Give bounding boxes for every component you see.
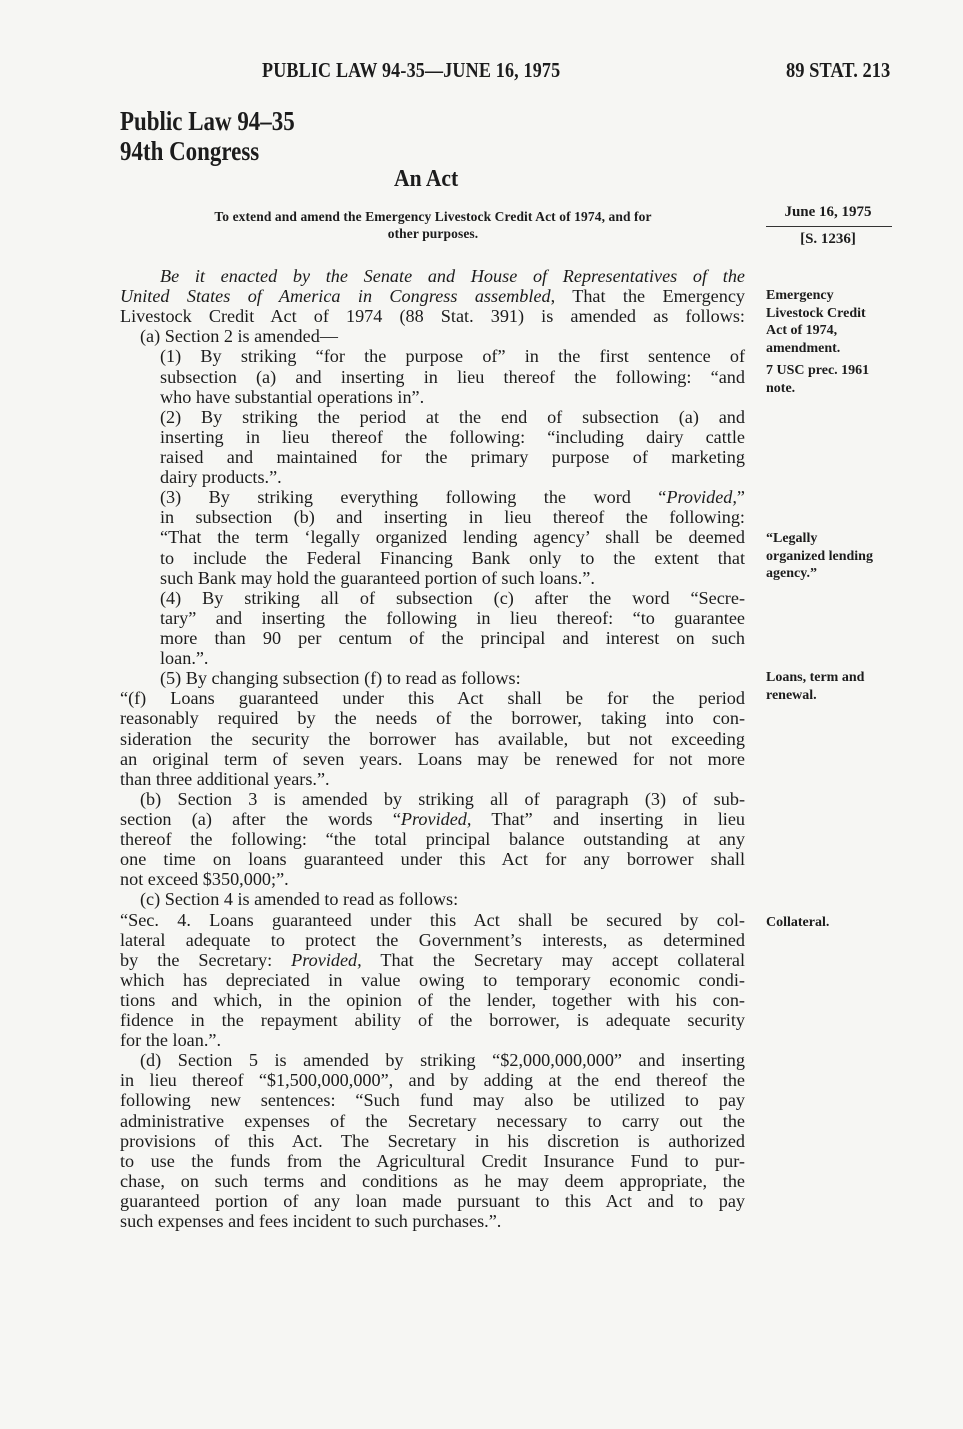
body-text: (4) By striking all of subsection (c) after the word “Secre- — [160, 587, 745, 608]
body-line — [120, 1211, 745, 1231]
body-line — [120, 407, 745, 427]
body-text: guaranteed portion of any loan made pursuant to this Act and to pay — [120, 1191, 745, 1212]
body-line — [120, 668, 745, 688]
body-line — [120, 829, 745, 849]
body-line — [120, 346, 745, 366]
body-line — [120, 286, 745, 306]
body-line — [120, 809, 745, 829]
act-heading: An Act — [394, 166, 459, 192]
margin-note-line: Livestock Credit — [766, 305, 866, 321]
body-text: than three additional years.”. — [120, 768, 330, 789]
body-text: one time on loans guaranteed under this Act for any borrower shall — [120, 849, 745, 870]
body-text: lateral adequate to protect the Government’s interests, as determined — [120, 929, 745, 950]
body-text: (a) Section 2 is amended— — [140, 326, 338, 347]
body-text: thereof the following: “the total principal balance outstanding at any — [120, 829, 745, 850]
body-line — [120, 1171, 745, 1191]
margin-note-line: amendment. — [766, 340, 841, 356]
body-text: by the Secretary: — [120, 949, 292, 970]
body-line — [120, 467, 745, 487]
body-line — [120, 507, 745, 527]
body-line — [120, 628, 745, 648]
public-law-number: Public Law 94–35 — [120, 106, 295, 136]
body-text: (5) By changing subsection (f) to read as follows: — [160, 668, 521, 689]
body-text: inserting in lieu thereof the following: “including dairy cattle — [160, 426, 745, 447]
body-line — [120, 387, 745, 407]
body-text: ” — [736, 487, 745, 508]
italic-text: Provided, — [291, 949, 362, 970]
body-line — [120, 729, 745, 749]
body-text: (3) By striking everything following the word “ — [160, 487, 667, 508]
body-line — [120, 1010, 745, 1030]
body-line — [120, 1111, 745, 1131]
margin-note-line: renewal. — [766, 687, 817, 703]
body-line — [120, 1070, 745, 1090]
margin-note-usc — [766, 362, 869, 397]
body-line — [120, 1191, 745, 1211]
act-body-text — [120, 266, 745, 1231]
running-head: PUBLIC LAW 94-35—JUNE 16, 1975 — [262, 58, 561, 82]
margin-note-line: note. — [766, 380, 796, 396]
body-text: sideration the security the borrower has available, but not exceeding — [120, 728, 745, 749]
body-text: dairy products.”. — [160, 467, 282, 488]
body-text: (c) Section 4 is amended to read as follows: — [140, 889, 459, 910]
body-line — [120, 1090, 745, 1110]
body-line — [120, 648, 745, 668]
body-line — [120, 970, 745, 990]
body-line — [120, 789, 745, 809]
italic-text: Provided, — [400, 808, 472, 829]
body-text: tions and which, in the opinion of the lender, together with his con- — [120, 989, 745, 1010]
body-line — [120, 568, 745, 588]
margin-note-line: Emergency — [766, 288, 834, 303]
body-text: Livestock Credit Act of 1974 (88 Stat. 391) is amended as follows: — [120, 306, 745, 327]
body-text: following new sentences: “Such fund may also be utilized to pay — [120, 1090, 745, 1111]
body-line — [120, 849, 745, 869]
body-text: to include the Federal Financing Bank only to the extent that — [160, 547, 745, 568]
purpose-line-2: other purposes. — [387, 226, 479, 241]
margin-note-collateral — [766, 914, 829, 932]
body-text: “That the term ‘legally organized lending agency’ shall be deemed — [160, 527, 745, 548]
purpose-line-1: To extend and amend the Emergency Livestock Credit Act of 1974, and for — [214, 209, 652, 224]
body-line — [120, 1030, 745, 1050]
body-text: more than 90 per centum of the principal and interest on such — [160, 627, 745, 648]
body-text: such Bank may hold the guaranteed portion of such loans.”. — [160, 567, 595, 588]
body-text: (1) By striking “for the purpose of” in the first sentence of — [160, 346, 745, 367]
body-line — [120, 889, 745, 909]
body-text: not exceed $350,000;”. — [120, 869, 289, 890]
body-text: chase, on such terms and conditions as he may deem appropriate, the — [120, 1170, 745, 1191]
stat-page-number: 89 STAT. 213 — [786, 58, 891, 82]
body-text: which has depreciated in value owing to temporary economic condi- — [120, 969, 745, 990]
body-line — [120, 367, 745, 387]
body-text: administrative expenses of the Secretary necessary to carry out the — [120, 1110, 745, 1131]
body-text: That” and inserting in lieu — [471, 808, 745, 829]
body-line — [120, 769, 745, 789]
body-text: subsection (a) and inserting in lieu thereof the following: “and — [160, 366, 745, 387]
margin-note-line: Collateral. — [766, 915, 830, 930]
body-line — [120, 1131, 745, 1151]
margin-note-legally-organized — [766, 530, 873, 583]
body-line — [120, 326, 745, 346]
body-text: fidence in the repayment ability of the borrower, is adequate security — [120, 1010, 745, 1031]
body-text: “(f) Loans guaranteed under this Act shall be for the period — [120, 688, 745, 709]
body-line — [120, 990, 745, 1010]
italic-text: United States of America in Congress assembled — [120, 286, 551, 307]
margin-note-loans-term — [766, 669, 864, 704]
body-text: in subsection (b) and inserting in lieu thereof the following: — [160, 507, 745, 528]
italic-text: Provided, — [666, 487, 737, 508]
body-text: “Sec. 4. Loans guaranteed under this Act shall be secured by col- — [120, 909, 745, 930]
body-text: section (a) after the words “ — [120, 808, 401, 829]
body-text: (d) Section 5 is amended by striking “$2,000,000,000” and inserting — [140, 1050, 745, 1071]
body-line — [120, 749, 745, 769]
margin-note-line: Act of 1974, — [766, 323, 838, 338]
date-rule — [766, 226, 892, 227]
body-text: That the Secretary may accept collateral — [361, 949, 745, 970]
body-line — [120, 950, 745, 970]
body-line — [120, 1151, 745, 1171]
body-text: reasonably required by the needs of the borrower, taking into con- — [120, 708, 745, 729]
body-line — [120, 910, 745, 930]
body-line — [120, 487, 745, 507]
margin-note-line: 7 USC prec. 1961 — [766, 363, 870, 378]
body-text: loan.”. — [160, 648, 209, 669]
body-text: (b) Section 3 is amended by striking all of paragraph (3) of sub- — [140, 788, 745, 809]
margin-note-emergency-livestock — [766, 287, 866, 357]
enactment-date: June 16, 1975 — [784, 204, 872, 220]
body-text: an original term of seven years. Loans may be renewed for not more — [120, 748, 745, 769]
margin-note-line: “Legally — [766, 531, 818, 546]
body-line — [120, 548, 745, 568]
body-line — [120, 930, 745, 950]
body-text: to use the funds from the Agricultural Credit Insurance Fund to pur- — [120, 1150, 745, 1171]
bill-number: [S. 1236] — [800, 231, 856, 247]
body-text: who have substantial operations in”. — [160, 386, 425, 407]
margin-note-line: Loans, term and — [766, 670, 865, 685]
body-line — [120, 427, 745, 447]
body-line — [120, 588, 745, 608]
body-line — [120, 688, 745, 708]
body-text: for the loan.”. — [120, 1030, 221, 1051]
body-line — [120, 1050, 745, 1070]
body-line — [120, 608, 745, 628]
body-text: provisions of this Act. The Secretary in his discretion is authorized — [120, 1130, 745, 1151]
body-text: such expenses and fees incident to such purchases.”. — [120, 1211, 502, 1232]
body-line — [120, 266, 745, 286]
margin-note-line: organized lending — [766, 548, 873, 564]
body-text: tary” and inserting the following in lieu thereof: “to guarantee — [160, 607, 745, 628]
congress-label: 94th Congress — [120, 136, 260, 166]
body-line — [120, 447, 745, 467]
body-line — [120, 527, 745, 547]
body-line — [120, 306, 745, 326]
body-text: , That the Emergency — [550, 286, 745, 307]
body-line — [120, 869, 745, 889]
margin-note-line: agency.” — [766, 566, 817, 581]
body-text: raised and maintained for the primary purpose of marketing — [160, 446, 745, 467]
body-text: in lieu thereof “$1,500,000,000”, and by adding at the end thereof the — [120, 1070, 745, 1091]
italic-text: Be it enacted by the Senate and House of Representatives of the — [160, 266, 745, 286]
body-text: (2) By striking the period at the end of subsection (a) and — [160, 406, 745, 427]
body-line — [120, 708, 745, 728]
